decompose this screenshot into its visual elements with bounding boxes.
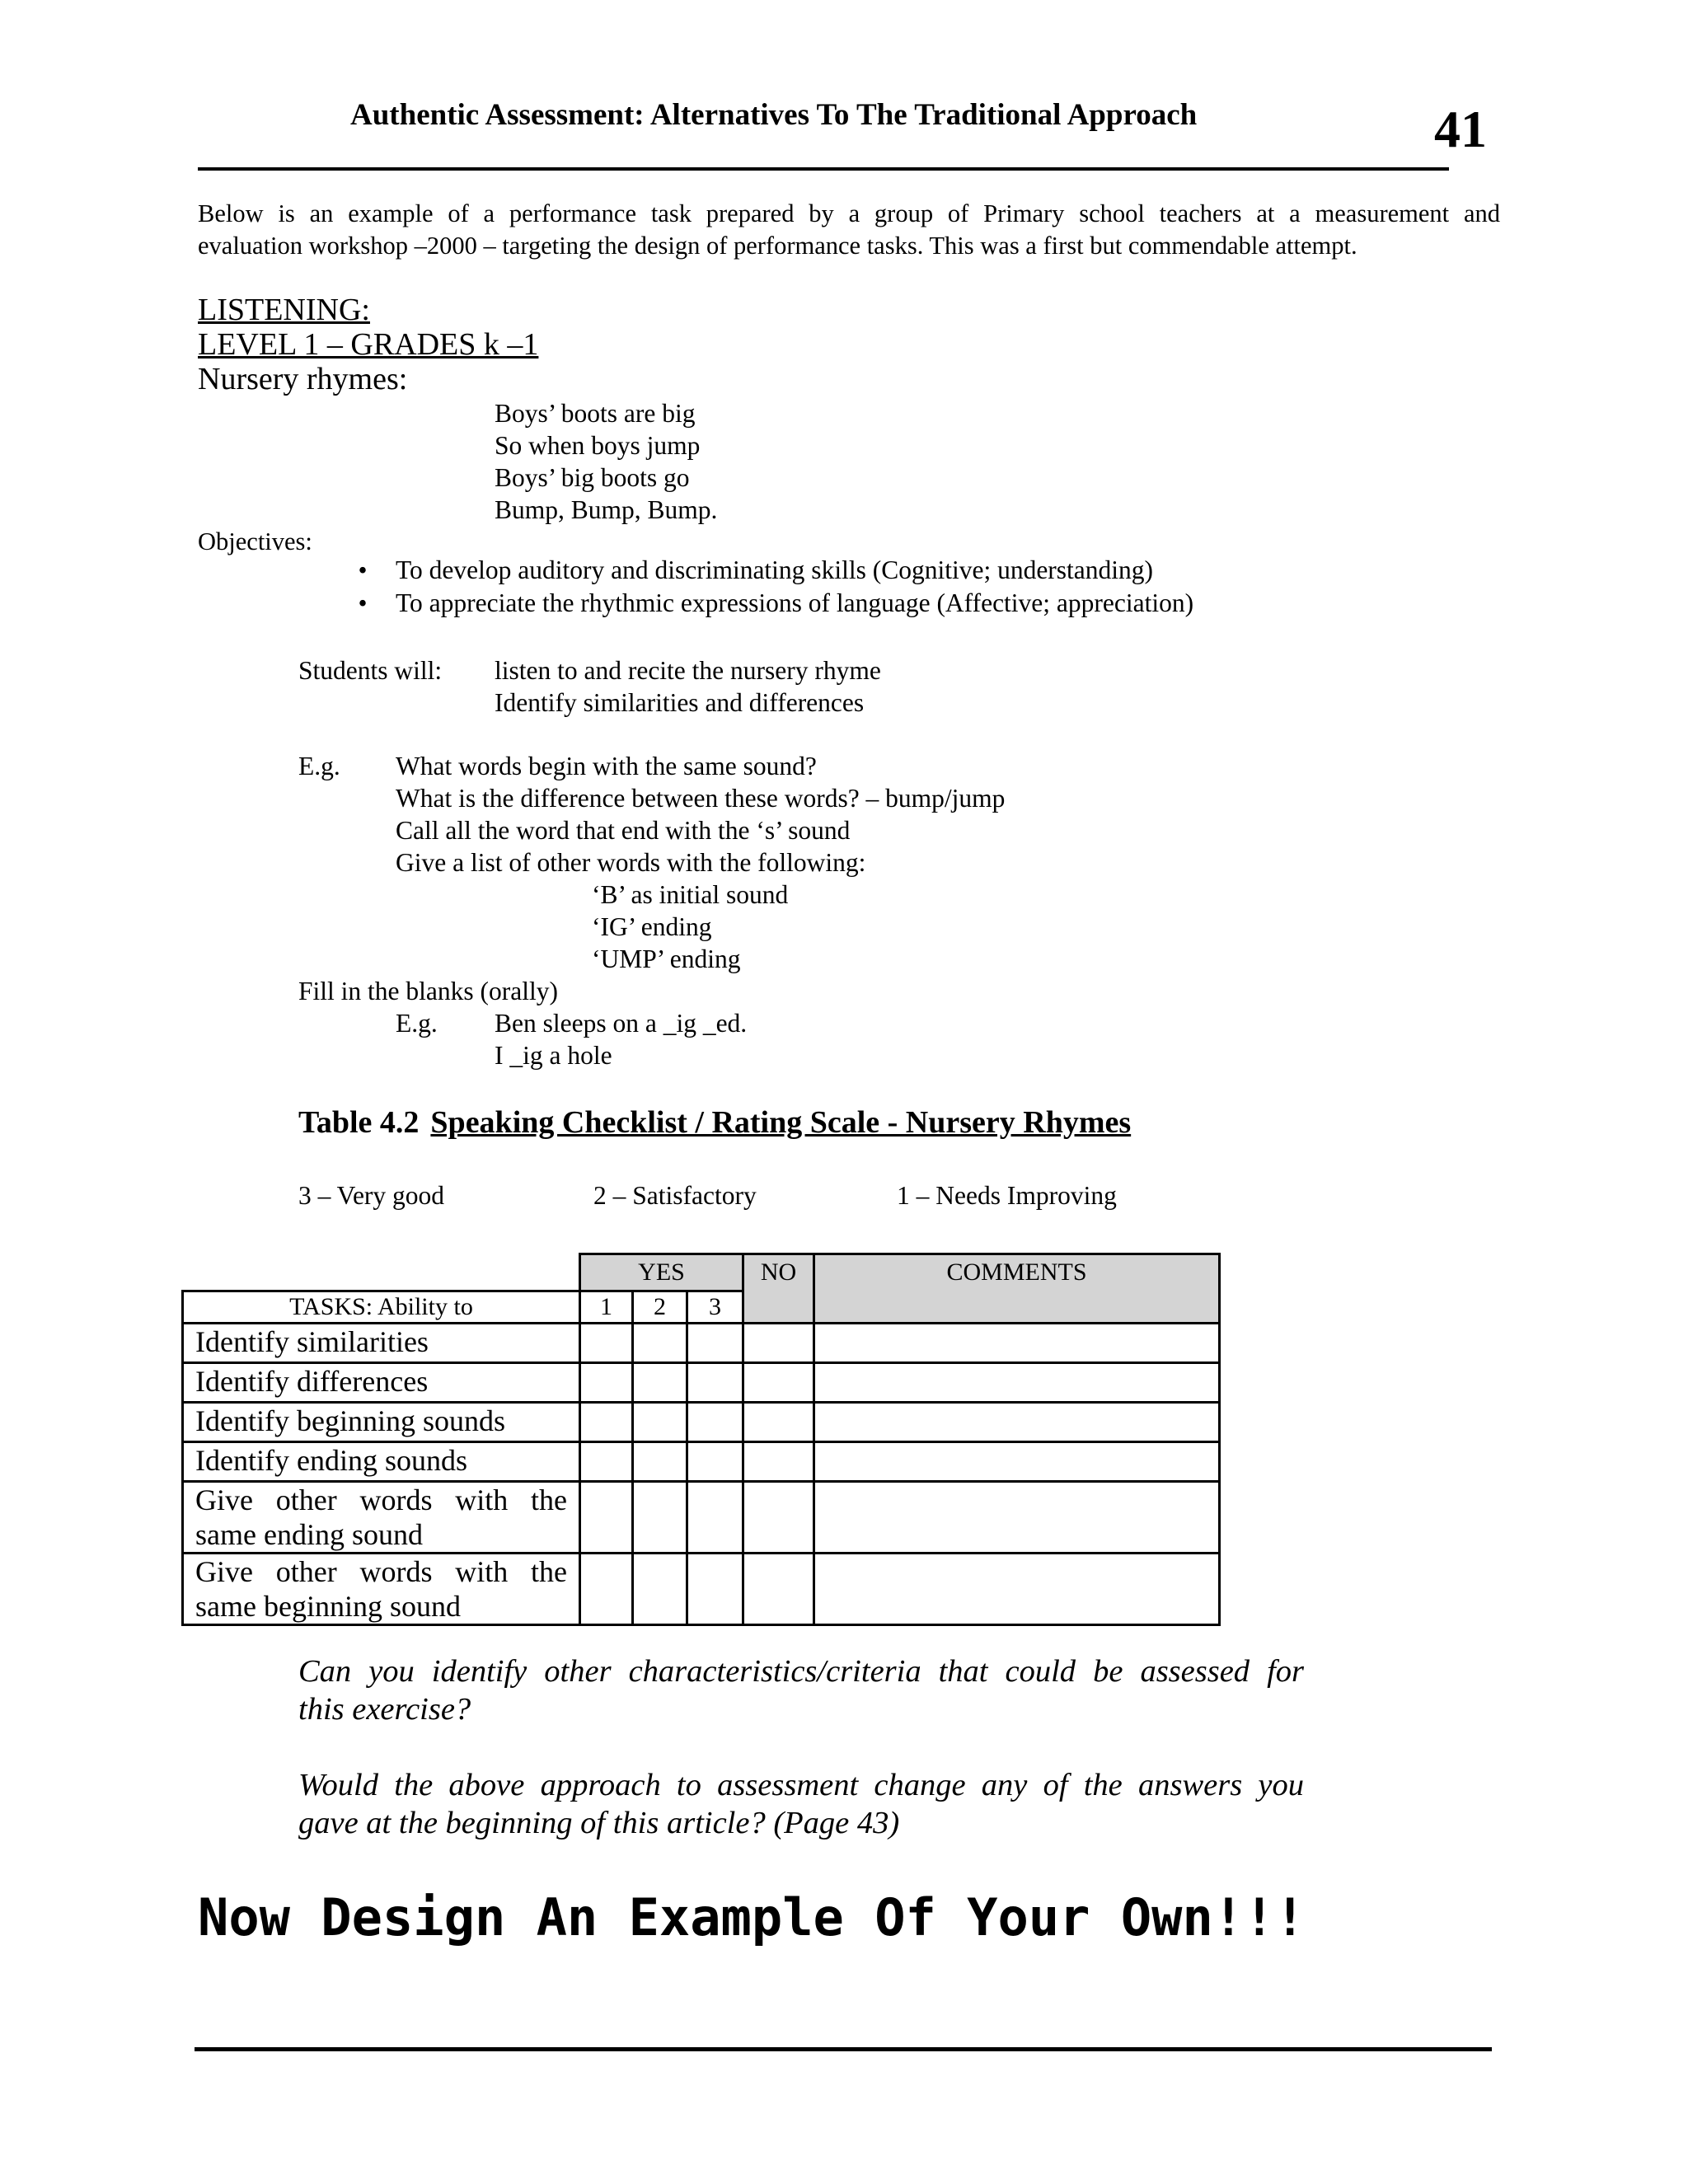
- rating-cell[interactable]: [580, 1363, 633, 1403]
- question-1: [298, 1652, 1304, 1728]
- level-heading: LEVEL 1 – GRADES k –1: [198, 327, 539, 362]
- rating-cell[interactable]: [580, 1442, 633, 1482]
- intro-line-2: evaluation workshop –2000 – targeting the design of performance tasks. This was a first but commendable attempt.: [198, 232, 1357, 260]
- task-cell: Give other words with the same beginning sound: [183, 1554, 580, 1625]
- intro-paragraph: [198, 198, 1500, 262]
- task-cell: Identify beginning sounds: [183, 1403, 580, 1442]
- section-heading: LISTENING:: [198, 293, 370, 327]
- bullet-icon: •: [358, 555, 368, 584]
- table-row: [183, 1554, 1220, 1625]
- objective-item: • To appreciate the rhythmic expressions of language (Affective; appreciation): [350, 587, 1193, 620]
- no-cell[interactable]: [743, 1363, 814, 1403]
- objectives-label: Objectives:: [198, 527, 312, 555]
- fill-item: Ben sleeps on a _ig _ed.: [495, 1009, 748, 1038]
- task-cell: Give other words with the same ending sound: [183, 1482, 580, 1554]
- rating-3-header: 3: [687, 1291, 743, 1324]
- rating-cell[interactable]: [687, 1403, 743, 1442]
- rating-1-header: 1: [580, 1291, 633, 1324]
- col-header-no: NO: [743, 1254, 814, 1324]
- rating-cell[interactable]: [633, 1363, 687, 1403]
- rating-cell[interactable]: [687, 1363, 743, 1403]
- students-item: listen to and recite the nursery rhyme: [495, 656, 881, 685]
- scale-item-3: 3 – Very good: [298, 1181, 445, 1210]
- no-cell[interactable]: [743, 1442, 814, 1482]
- fill-eg-label: E.g.: [396, 1009, 438, 1038]
- rating-cell[interactable]: [580, 1482, 633, 1554]
- question-2-line-2: gave at the beginning of this article? (Page 43): [298, 1806, 900, 1840]
- task-cell: Identify ending sounds: [183, 1442, 580, 1482]
- rating-cell[interactable]: [633, 1482, 687, 1554]
- question-1-line-1: Can you identify other characteristics/criteria that could be assessed for: [298, 1654, 1304, 1689]
- rhyme-label: Nursery rhymes:: [198, 362, 408, 396]
- comments-cell[interactable]: [814, 1554, 1220, 1625]
- comments-cell[interactable]: [814, 1482, 1220, 1554]
- scale-item-2: 2 – Satisfactory: [593, 1181, 757, 1210]
- eg-item: Call all the word that end with the ‘s’ sound: [396, 816, 851, 845]
- rating-cell[interactable]: [633, 1324, 687, 1363]
- students-label: Students will:: [298, 656, 443, 685]
- question-2-line-1: Would the above approach to assessment change any of the answers you: [298, 1768, 1304, 1802]
- objective-item: • To develop auditory and discriminating skills (Cognitive; understanding): [350, 554, 1193, 587]
- no-cell[interactable]: [743, 1403, 814, 1442]
- no-cell[interactable]: [743, 1324, 814, 1363]
- table-caption: [298, 1104, 1131, 1141]
- rating-cell[interactable]: [633, 1442, 687, 1482]
- fill-item: I _ig a hole: [495, 1041, 612, 1070]
- col-header-comments: COMMENTS: [814, 1254, 1220, 1324]
- running-header-title: Authentic Assessment: Alternatives To The Traditional Approach: [350, 98, 1198, 132]
- objectives-list: [350, 554, 1193, 620]
- rhyme-line: Boys’ big boots go: [495, 463, 690, 492]
- rhyme-line: Bump, Bump, Bump.: [495, 495, 718, 524]
- table-row: [183, 1324, 1220, 1363]
- comments-cell[interactable]: [814, 1442, 1220, 1482]
- rating-cell[interactable]: [633, 1554, 687, 1625]
- fill-label: Fill in the blanks (orally): [298, 977, 558, 1005]
- eg-sub-item: ‘IG’ ending: [592, 912, 712, 941]
- eg-sub-item: ‘B’ as initial sound: [592, 880, 789, 909]
- comments-cell[interactable]: [814, 1324, 1220, 1363]
- task-cell: Identify similarities: [183, 1324, 580, 1363]
- scale-item-1: 1 – Needs Improving: [897, 1181, 1117, 1210]
- table-row: [183, 1403, 1220, 1442]
- no-cell[interactable]: [743, 1554, 814, 1625]
- eg-item: What is the difference between these words? – bump/jump: [396, 784, 1006, 813]
- rating-cell[interactable]: [580, 1554, 633, 1625]
- no-cell[interactable]: [743, 1482, 814, 1554]
- eg-sub-item: ‘UMP’ ending: [592, 944, 741, 973]
- eg-item: Give a list of other words with the following:: [396, 848, 866, 877]
- eg-label: E.g.: [298, 752, 340, 780]
- table-caption-title: Speaking Checklist / Rating Scale - Nursery Rhymes: [430, 1105, 1132, 1140]
- header-rule: [198, 167, 1449, 171]
- question-1-line-2: this exercise?: [298, 1692, 471, 1727]
- rating-cell[interactable]: [580, 1403, 633, 1442]
- question-2: [298, 1766, 1304, 1842]
- speaking-checklist-table: [181, 1253, 1221, 1626]
- students-item: Identify similarities and differences: [495, 688, 865, 717]
- table-header-row: [183, 1254, 1220, 1291]
- col-header-yes: YES: [580, 1254, 743, 1291]
- table-row: [183, 1363, 1220, 1403]
- comments-cell[interactable]: [814, 1363, 1220, 1403]
- task-cell: Identify differences: [183, 1363, 580, 1403]
- footer-rule: [195, 2047, 1492, 2051]
- design-your-own-heading: Now Design An Example Of Your Own!!!: [198, 1887, 1306, 1947]
- bullet-icon: •: [358, 588, 368, 617]
- rating-cell[interactable]: [687, 1482, 743, 1554]
- intro-line-1: Below is an example of a performance task prepared by a group of Primary school teachers at a measurement and: [198, 199, 1500, 227]
- rating-2-header: 2: [633, 1291, 687, 1324]
- rhyme-line: So when boys jump: [495, 431, 701, 460]
- rating-cell[interactable]: [580, 1324, 633, 1363]
- rating-cell[interactable]: [687, 1324, 743, 1363]
- rating-cell[interactable]: [687, 1442, 743, 1482]
- table-caption-number: Table 4.2: [298, 1105, 420, 1140]
- table-row: [183, 1442, 1220, 1482]
- comments-cell[interactable]: [814, 1403, 1220, 1442]
- rating-cell[interactable]: [633, 1403, 687, 1442]
- eg-item: What words begin with the same sound?: [396, 752, 817, 780]
- page-number: 41: [1434, 100, 1487, 158]
- rhyme-line: Boys’ boots are big: [495, 399, 696, 428]
- table-row: [183, 1482, 1220, 1554]
- col-header-tasks: TASKS: Ability to: [183, 1291, 580, 1324]
- rating-cell[interactable]: [687, 1554, 743, 1625]
